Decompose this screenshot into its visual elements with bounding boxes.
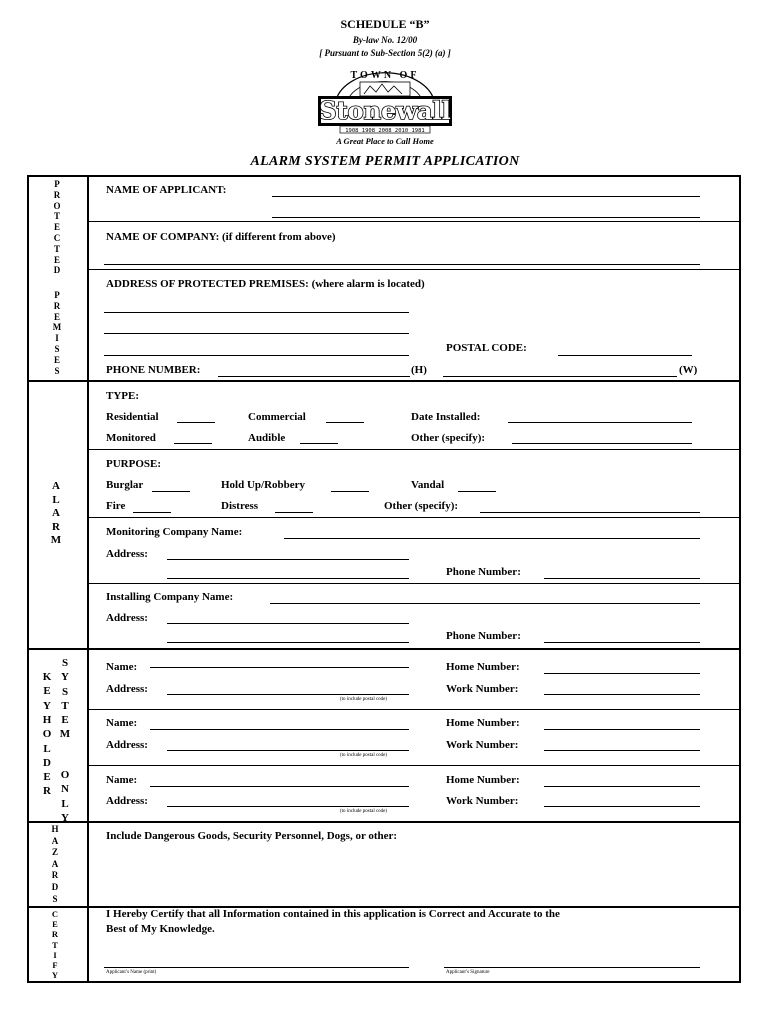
keyholder-3-name-field[interactable] bbox=[150, 786, 409, 787]
holdup-label: Hold Up/Robbery bbox=[221, 479, 306, 491]
work-phone-field[interactable] bbox=[443, 376, 677, 377]
applicant-name-field-2[interactable] bbox=[272, 217, 700, 218]
keyholder-3-home-field[interactable] bbox=[544, 786, 700, 787]
pursuant-note: [ Pursuant to Sub-Section 5(2) (a) ] bbox=[319, 48, 451, 58]
distress-label: Distress bbox=[221, 500, 259, 512]
keyholder-2-home-label: Home Number: bbox=[446, 717, 520, 729]
fire-field[interactable] bbox=[133, 512, 171, 513]
logo-slogan: A Great Place to Call Home bbox=[336, 136, 434, 146]
home-phone-field[interactable] bbox=[218, 376, 410, 377]
other-type-label: Other (specify): bbox=[411, 432, 486, 444]
side-label-certify: C E R T I F Y bbox=[51, 909, 59, 981]
residential-label: Residential bbox=[106, 411, 159, 423]
keyholder-1-postal-note: (to include postal code) bbox=[340, 697, 388, 702]
date-installed-label: Date Installed: bbox=[411, 411, 481, 423]
postal-code-field[interactable] bbox=[558, 355, 692, 356]
keyholder-3-name-label: Name: bbox=[106, 774, 138, 786]
keyholder-2-name-field[interactable] bbox=[150, 729, 409, 730]
holdup-field[interactable] bbox=[331, 491, 369, 492]
row-divider bbox=[87, 449, 741, 450]
logo-years: 1908 1908 2008 2010 1981 bbox=[345, 128, 425, 134]
side-label-alarm: A L A R M bbox=[50, 480, 62, 547]
premises-address-line-2[interactable] bbox=[104, 333, 409, 334]
keyholder-3-address-field[interactable] bbox=[167, 806, 409, 807]
monitoring-company-field[interactable] bbox=[284, 538, 700, 539]
applicant-name-field[interactable] bbox=[272, 196, 700, 197]
town-logo bbox=[304, 64, 466, 148]
monitoring-company-label: Monitoring Company Name: bbox=[106, 526, 243, 538]
keyholder-1-work-field[interactable] bbox=[544, 694, 700, 695]
side-label-holder: H O L D E R bbox=[42, 714, 52, 798]
keyholder-2-address-field[interactable] bbox=[167, 750, 409, 751]
side-label-key: K E Y bbox=[42, 671, 52, 712]
row-divider bbox=[87, 709, 741, 710]
installing-address-line-1[interactable] bbox=[167, 623, 409, 624]
keyholder-2-address-label: Address: bbox=[106, 739, 148, 751]
certify-line-1: I Hereby Certify that all Information contained in this application is Correct and Accurate to the bbox=[106, 908, 560, 920]
applicant-signature-field[interactable] bbox=[444, 967, 700, 968]
audible-field[interactable] bbox=[300, 443, 338, 444]
monitoring-address-label: Address: bbox=[106, 548, 148, 560]
installing-address-label: Address: bbox=[106, 612, 148, 624]
installing-company-field[interactable] bbox=[270, 603, 700, 604]
home-suffix: (H) bbox=[411, 364, 427, 376]
keyholder-3-postal-note: (to include postal code) bbox=[340, 809, 388, 814]
bylaw-number: By-law No. 12/00 bbox=[352, 35, 418, 45]
applicant-name-print-label: Applicant’s Name (print) bbox=[106, 970, 157, 975]
keyholder-3-work-field[interactable] bbox=[544, 806, 700, 807]
other-purpose-field[interactable] bbox=[480, 512, 700, 513]
keyholder-2-home-field[interactable] bbox=[544, 729, 700, 730]
monitoring-phone-label: Phone Number: bbox=[446, 566, 521, 578]
keyholder-2-work-label: Work Number: bbox=[446, 739, 519, 751]
section-divider bbox=[27, 380, 741, 382]
installing-phone-label: Phone Number: bbox=[446, 630, 521, 642]
premises-address-label: ADDRESS OF PROTECTED PREMISES: (where alarm is located) bbox=[106, 278, 425, 290]
keyholder-1-address-label: Address: bbox=[106, 683, 148, 695]
keyholder-3-home-label: Home Number: bbox=[446, 774, 520, 786]
certify-line-2: Best of My Knowledge. bbox=[106, 923, 215, 935]
installing-address-line-2[interactable] bbox=[167, 642, 409, 643]
logo-name: Stonewall bbox=[319, 96, 451, 125]
side-label-premises: P R E M I S E S bbox=[52, 290, 62, 376]
form-title: ALARM SYSTEM PERMIT APPLICATION bbox=[250, 154, 520, 169]
purpose-heading: PURPOSE: bbox=[106, 458, 161, 470]
keyholder-2-work-field[interactable] bbox=[544, 750, 700, 751]
hazards-field[interactable] bbox=[104, 850, 700, 900]
monitored-field[interactable] bbox=[174, 443, 212, 444]
phone-number-label: PHONE NUMBER: bbox=[106, 364, 201, 376]
distress-field[interactable] bbox=[275, 512, 313, 513]
side-label-protected: P R O T E C T E D bbox=[53, 179, 61, 276]
other-purpose-label: Other (specify): bbox=[384, 500, 459, 512]
monitoring-phone-field[interactable] bbox=[544, 578, 700, 579]
keyholder-1-home-label: Home Number: bbox=[446, 661, 520, 673]
monitoring-address-line-2[interactable] bbox=[167, 578, 409, 579]
schedule-heading: SCHEDULE “B” bbox=[340, 17, 430, 31]
keyholder-1-address-field[interactable] bbox=[167, 694, 409, 695]
section-divider bbox=[27, 648, 741, 650]
keyholder-1-name-field[interactable] bbox=[150, 667, 409, 668]
row-divider bbox=[87, 765, 741, 766]
applicant-signature-label: Applicant’s Signature bbox=[446, 970, 490, 975]
commercial-label: Commercial bbox=[248, 411, 306, 423]
hazards-label: Include Dangerous Goods, Security Personnel, Dogs, or other: bbox=[106, 830, 398, 842]
keyholder-1-home-field[interactable] bbox=[544, 673, 700, 674]
row-divider bbox=[87, 583, 741, 584]
row-divider bbox=[87, 221, 741, 222]
applicant-name-label: NAME OF APPLICANT: bbox=[106, 184, 227, 196]
commercial-field[interactable] bbox=[326, 422, 364, 423]
premises-address-line-1[interactable] bbox=[104, 312, 409, 313]
row-divider bbox=[87, 517, 741, 518]
side-label-hazards: H A Z A R D S bbox=[51, 824, 59, 904]
row-divider bbox=[87, 269, 741, 270]
applicant-name-print-field[interactable] bbox=[104, 967, 409, 968]
other-type-field[interactable] bbox=[512, 443, 692, 444]
keyholder-1-name-label: Name: bbox=[106, 661, 138, 673]
vandal-label: Vandal bbox=[411, 479, 445, 491]
keyholder-1-work-label: Work Number: bbox=[446, 683, 519, 695]
side-label-system: S Y S T E M bbox=[59, 657, 71, 741]
postal-code-label: POSTAL CODE: bbox=[446, 342, 527, 354]
keyholder-2-postal-note: (to include postal code) bbox=[340, 753, 388, 758]
keyholder-3-work-label: Work Number: bbox=[446, 795, 519, 807]
company-name-label: NAME OF COMPANY: (if different from above) bbox=[106, 231, 336, 243]
installing-company-label: Installing Company Name: bbox=[106, 591, 234, 603]
company-name-field[interactable] bbox=[104, 264, 700, 265]
residential-field[interactable] bbox=[177, 422, 215, 423]
vandal-field[interactable] bbox=[458, 491, 496, 492]
date-installed-field[interactable] bbox=[508, 422, 692, 423]
logo-town-of: TOWN OF bbox=[350, 70, 420, 81]
side-label-only: O N L Y bbox=[60, 769, 70, 824]
monitoring-address-line-1[interactable] bbox=[167, 559, 409, 560]
label-column-divider bbox=[87, 175, 89, 983]
work-suffix: (W) bbox=[679, 364, 698, 376]
burglar-label: Burglar bbox=[106, 479, 144, 491]
keyholder-2-name-label: Name: bbox=[106, 717, 138, 729]
fire-label: Fire bbox=[106, 500, 126, 512]
premises-address-line-3[interactable] bbox=[104, 355, 409, 356]
type-heading: TYPE: bbox=[106, 390, 139, 402]
section-divider bbox=[27, 821, 741, 823]
burglar-field[interactable] bbox=[152, 491, 190, 492]
monitored-label: Monitored bbox=[106, 432, 156, 444]
audible-label: Audible bbox=[248, 432, 286, 444]
keyholder-3-address-label: Address: bbox=[106, 795, 148, 807]
installing-phone-field[interactable] bbox=[544, 642, 700, 643]
